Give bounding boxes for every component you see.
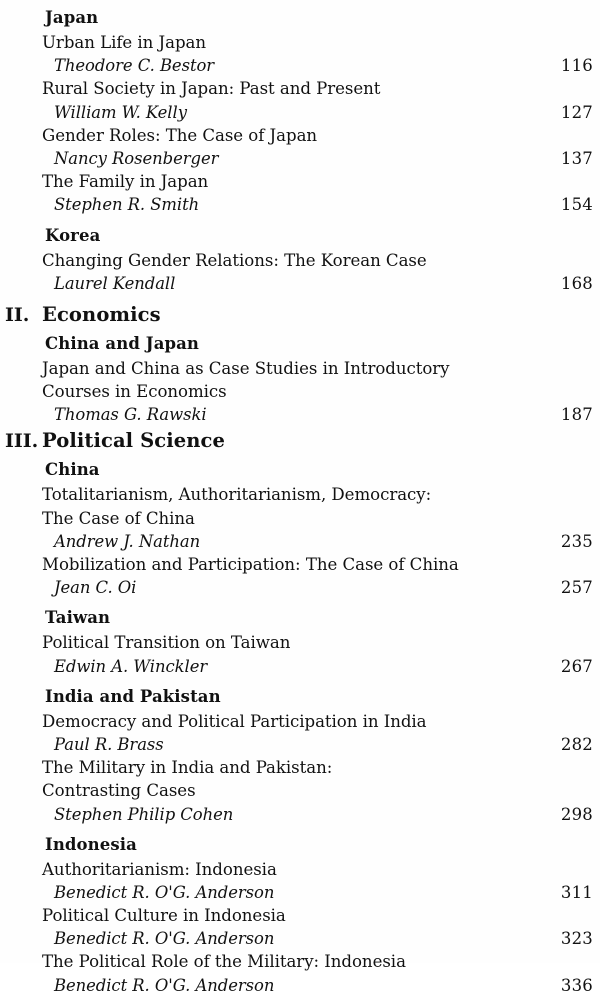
entry-author-row bbox=[0, 803, 600, 826]
entry-title-row bbox=[0, 858, 600, 881]
part-title: Economics bbox=[42, 302, 161, 326]
entry-title: Rural Society in Japan: Past and Present bbox=[42, 79, 381, 99]
page-number: 127 bbox=[560, 102, 593, 122]
entry-author: Stephen Philip Cohen bbox=[54, 804, 234, 824]
entry-author-row bbox=[0, 655, 600, 678]
entry-title: Political Transition on Taiwan bbox=[42, 633, 291, 653]
entry-author-row bbox=[0, 530, 600, 553]
entry-title: The Political Role of the Military: Indonesia bbox=[42, 952, 406, 972]
entry-title-row bbox=[0, 483, 600, 506]
region-heading: Taiwan bbox=[45, 608, 111, 628]
page-number: 336 bbox=[560, 975, 593, 995]
entry-author-row bbox=[0, 881, 600, 904]
entry-author-row bbox=[0, 974, 600, 997]
entry-title: Courses in Economics bbox=[42, 382, 227, 402]
page-number: 154 bbox=[560, 195, 593, 215]
entry-title-row bbox=[0, 357, 600, 380]
entry-title: Urban Life in Japan bbox=[42, 33, 207, 52]
toc-list bbox=[0, 4, 600, 997]
entry-title: Authoritarianism: Indonesia bbox=[42, 859, 277, 879]
region-heading: Korea bbox=[45, 225, 101, 245]
region-heading-row bbox=[0, 456, 600, 483]
entry-author: Stephen R. Smith bbox=[54, 195, 200, 215]
region-heading-row bbox=[0, 683, 600, 710]
region-heading: China and Japan bbox=[45, 333, 200, 353]
entry-title-row bbox=[0, 380, 600, 403]
entry-title: Gender Roles: The Case of Japan bbox=[42, 125, 318, 145]
page-number: 323 bbox=[560, 929, 593, 949]
page-number: 282 bbox=[560, 734, 593, 754]
entry-author: Theodore C. Bestor bbox=[54, 56, 215, 76]
entry-author: Benedict R. O'G. Anderson bbox=[54, 929, 275, 949]
region-heading: India and Pakistan bbox=[45, 686, 221, 706]
entry-author-row bbox=[0, 54, 600, 77]
entry-author-row bbox=[0, 101, 600, 124]
entry-title-row bbox=[0, 756, 600, 779]
page-number: 298 bbox=[560, 804, 593, 824]
page-number: 116 bbox=[560, 56, 593, 76]
entry-author-row bbox=[0, 403, 600, 426]
region-heading-row bbox=[0, 222, 600, 249]
entry-title-row bbox=[0, 553, 600, 576]
part-number: II. bbox=[5, 303, 30, 326]
entry-author: Jean C. Oi bbox=[54, 578, 137, 598]
entry-title-row bbox=[0, 77, 600, 100]
entry-title-row bbox=[0, 779, 600, 802]
part-title: Political Science bbox=[42, 429, 226, 453]
entry-title: The Family in Japan bbox=[42, 172, 209, 192]
region-heading-row bbox=[0, 4, 600, 31]
region-heading: China bbox=[45, 460, 100, 480]
entry-author: Nancy Rosenberger bbox=[54, 148, 219, 168]
part-heading-row bbox=[0, 426, 600, 456]
entry-author: Laurel Kendall bbox=[54, 273, 176, 293]
entry-title: Totalitarianism, Authoritarianism, Democracy: bbox=[42, 485, 432, 505]
entry-author: Andrew J. Nathan bbox=[54, 531, 201, 551]
entry-author: Paul R. Brass bbox=[54, 734, 164, 754]
page-number: 235 bbox=[560, 531, 593, 551]
entry-author-row bbox=[0, 272, 600, 295]
entry-author-row bbox=[0, 733, 600, 756]
entry-title-row bbox=[0, 710, 600, 733]
page-number: 257 bbox=[560, 578, 593, 598]
entry-title-row bbox=[0, 631, 600, 654]
entry-title-row bbox=[0, 904, 600, 927]
page-number: 267 bbox=[560, 656, 593, 676]
entry-title: Democracy and Political Participation in India bbox=[42, 711, 427, 731]
page-number: 168 bbox=[560, 273, 593, 293]
entry-author-row bbox=[0, 193, 600, 216]
entry-title: Political Culture in Indonesia bbox=[42, 906, 286, 926]
entry-author: Benedict R. O'G. Anderson bbox=[54, 975, 275, 995]
region-heading: Japan bbox=[45, 8, 99, 27]
part-number: III. bbox=[5, 430, 39, 453]
entry-title-row bbox=[0, 950, 600, 973]
entry-author: William W. Kelly bbox=[54, 102, 187, 122]
entry-title: The Military in India and Pakistan: bbox=[42, 758, 333, 778]
entry-author: Thomas G. Rawski bbox=[54, 405, 207, 425]
entry-title-row bbox=[0, 249, 600, 272]
entry-title-row bbox=[0, 31, 600, 54]
region-heading-row bbox=[0, 831, 600, 858]
part-heading-row bbox=[0, 300, 600, 330]
page-number: 137 bbox=[560, 148, 593, 168]
entry-author-row bbox=[0, 576, 600, 599]
region-heading: Indonesia bbox=[45, 834, 137, 854]
entry-title-row bbox=[0, 170, 600, 193]
entry-title: Japan and China as Case Studies in Introductory bbox=[42, 358, 450, 378]
entry-title: The Case of China bbox=[42, 508, 195, 528]
page-number: 187 bbox=[560, 405, 593, 425]
entry-author-row bbox=[0, 927, 600, 950]
entry-title: Mobilization and Participation: The Case of China bbox=[42, 555, 459, 574]
region-heading-row bbox=[0, 330, 600, 357]
entry-title-row bbox=[0, 124, 600, 147]
entry-author: Benedict R. O'G. Anderson bbox=[54, 882, 275, 902]
region-heading-row bbox=[0, 604, 600, 631]
entry-title-row bbox=[0, 507, 600, 530]
entry-title: Contrasting Cases bbox=[42, 781, 196, 801]
entry-author: Edwin A. Winckler bbox=[54, 656, 208, 676]
page-number: 311 bbox=[560, 882, 593, 902]
entry-title: Changing Gender Relations: The Korean Case bbox=[42, 250, 427, 270]
entry-author-row bbox=[0, 147, 600, 170]
